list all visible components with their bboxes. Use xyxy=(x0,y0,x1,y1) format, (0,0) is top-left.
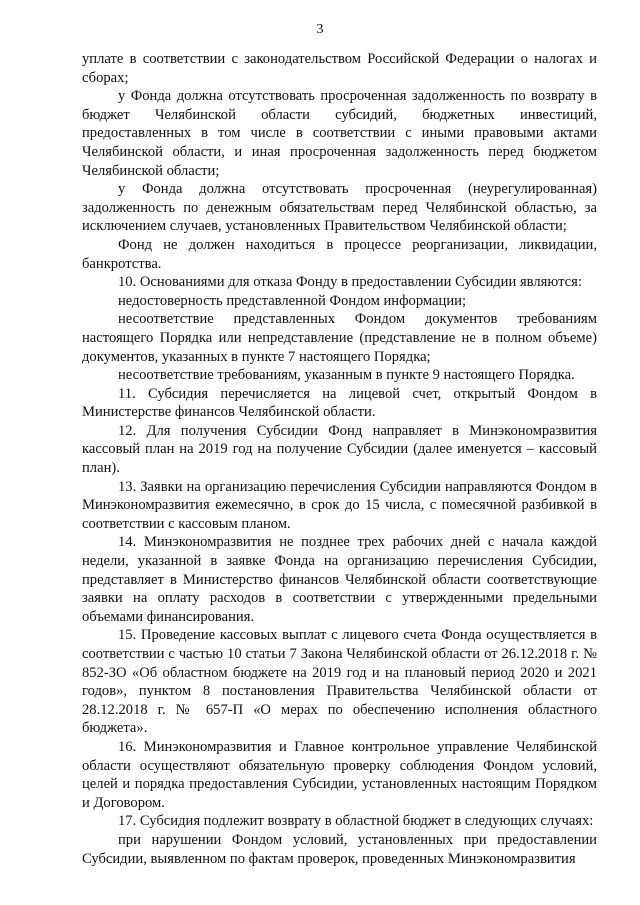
page-number: 3 xyxy=(316,22,324,37)
paragraph-documents-mismatch: несоответствие представленных Фондом документов требованиям настоящего Порядка или непредставление (представление не в полном объеме) документов, указанных в пункте 7 настоящего Порядка; xyxy=(82,311,597,365)
paragraph-16-control-check: 16. Минэкономразвития и Главное контрольное управление Челябинской области осуществляют обязательную проверку соблюдения Фондом условий, целей и порядка предоставления Субсидии, установленных настоящим Порядком и Договором. xyxy=(82,738,597,811)
paragraph-17-refund-cases: 17. Субсидия подлежит возврату в областной бюджет в следующих случаях: xyxy=(118,813,594,830)
paragraph-13-applications: 13. Заявки на организацию перечисления Субсидии направляются Фондом в Минэкономразвития ежемесячно, в срок до 15 числа, с помесячной разбивкой в соответствии с кассовым планом. xyxy=(82,478,597,532)
paragraph-continued: уплате в соответствии с законодательством Российской Федерации о налогах и сборах; xyxy=(82,51,597,86)
paragraph-no-reorganization: Фонд не должен находиться в процессе реорганизации, ликвидации, банкротства. xyxy=(82,236,597,272)
paragraph-no-overdue-obligations: у Фонда должна отсутствовать просроченная (неурегулированная) задолженность по денежным обязательствам перед Челябинской областью, за исключением случаев, установленных Правительством Челябинской области; xyxy=(82,181,597,235)
paragraph-15-cash-payments: 15. Проведение кассовых выплат с лицевого счета Фонда осуществляется в соответствии с частью 10 статьи 7 Закона Челябинской области от 26.12.2018 г. № 852-ЗО «Об областном бюджете на 2019 год и на плановый период 2020 и 2021 годов», пунктом 8 постановления Правительства Челябинской области от 28.12.2018 г. № 657-П «О мерах по обеспечению исполнения областного бюджета». xyxy=(82,627,597,737)
paragraph-violation-conditions: при нарушении Фондом условий, установленных при предоставлении Субсидии, выявленном по фактам проверок, проведенных Минэкономразвития xyxy=(82,831,597,867)
paragraph-unreliable-info: недостоверность представленной Фондом информации; xyxy=(118,292,467,309)
paragraph-requirements-mismatch: несоответствие требованиям, указанным в пункте 9 настоящего Порядка. xyxy=(118,367,575,384)
paragraph-12-cash-plan: 12. Для получения Субсидии Фонд направляет в Минэкономразвития кассовый план на 2019 год на получение Субсидии (далее именуется – кассовый план). xyxy=(82,422,597,477)
paragraph-10-refusal-grounds: 10. Основаниями для отказа Фонду в предоставлении Субсидии являются: xyxy=(118,274,582,291)
paragraph-no-budget-debt: у Фонда должна отсутствовать просроченная задолженность по возврату в бюджет Челябинской области субсидий, бюджетных инвестиций, предоставленных в том числе в соответствии с иными правовыми актами Челябинской области, и иная просроченная задолженность перед бюджетом Челябинской области; xyxy=(82,88,597,179)
paragraph-14-ministry-submits: 14. Минэкономразвития не позднее трех рабочих дней с начала каждой недели, указанной в заявке Фонда на организацию перечисления Субсидии, представляет в Министерство финансов Челябинской области соответствующие заявки на оплату расходов в соответствии с утвержденными предельными объемами финансирования. xyxy=(82,534,597,625)
document-body xyxy=(82,50,597,868)
paragraph-11-transfer: 11. Субсидия перечисляется на лицевой счет, открытый Фондом в Министерстве финансов Челябинской области. xyxy=(82,385,597,421)
